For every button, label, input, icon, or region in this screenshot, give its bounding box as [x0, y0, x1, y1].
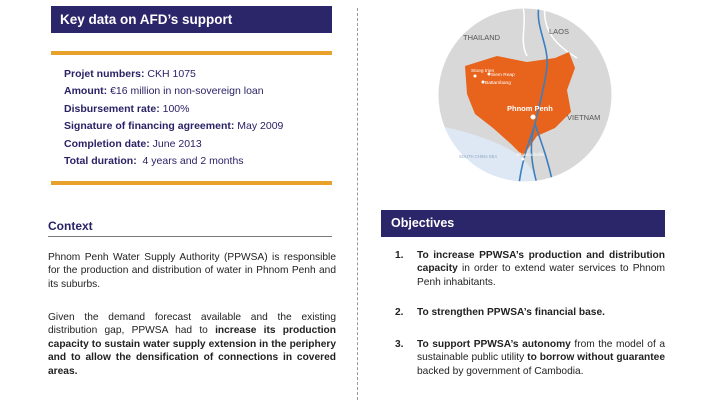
context-paragraph-2	[48, 311, 336, 378]
key-data-value: CKH 1075	[144, 68, 196, 80]
label-laos: LAOS	[549, 27, 570, 36]
objective-number: 1.	[395, 250, 404, 261]
objective-item	[395, 306, 665, 319]
key-data-row	[64, 83, 334, 100]
phnom-penh-marker	[530, 114, 536, 120]
objective-emphasis: To increase PPWSA’s production and distribution capacity	[417, 250, 665, 275]
context-paragraph-1: Phnom Penh Water Supply Authority (PPWSA) is responsible for the production and distribution of water in Phnom Penh and its suburbs.	[48, 252, 336, 290]
key-data-row	[64, 101, 334, 118]
key-data-label: Projet numbers:	[64, 68, 145, 80]
objective-detail: from the model of a sustainable public utility	[417, 339, 665, 364]
key-data-list	[64, 66, 334, 170]
key-data-row	[64, 66, 334, 83]
label-vietnam: VIETNAM	[567, 113, 601, 122]
objective-emphasis: To support PPWSA’s autonomy	[417, 339, 571, 350]
column-divider	[357, 8, 358, 400]
context-p2-emphasis: increase its production capacity to sustain water supply extension in the periphery and to allow the densification of connections in covered areas.	[48, 325, 336, 377]
objective-text	[417, 306, 665, 319]
label-sihanoukville: Sihanoukville	[516, 153, 545, 158]
key-data-label: Amount:	[64, 85, 108, 98]
key-data-value: €16 million in non-sovereign loan	[107, 85, 264, 98]
objective-emphasis-2: to borrow without guarantee	[527, 352, 666, 364]
objective-detail-2: backed by government of Cambodia.	[417, 365, 584, 377]
label-thailand: THAILAND	[463, 33, 501, 42]
key-data-value: June 2013	[149, 137, 202, 150]
objective-item	[395, 249, 665, 289]
objective-emphasis: To strengthen PPWSA’s financial base.	[417, 307, 605, 318]
city-marker	[474, 75, 477, 78]
key-data-row	[64, 153, 334, 170]
key-data-label: Signature of financing agreement:	[64, 120, 235, 133]
key-data-label: Disbursement rate:	[64, 102, 160, 115]
label-sea: SOUTH CHINA SEA	[459, 154, 498, 159]
cambodia-map	[427, 6, 623, 184]
key-data-value: 100%	[159, 102, 190, 115]
context-p2-text: Given the demand forecast available and the existing distribution gap, PPWSA had to	[48, 312, 336, 337]
key-data-row	[64, 118, 334, 135]
key-data-bottom-rule	[51, 181, 332, 185]
context-rule	[48, 236, 332, 237]
label-stoeung: Stoeg trien	[471, 69, 495, 74]
objective-number: 2.	[395, 307, 404, 318]
objective-number: 3.	[395, 339, 404, 350]
key-data-top-rule	[51, 51, 332, 55]
label-siem-reap: Siem Reap	[491, 73, 515, 78]
key-data-value: May 2009	[234, 120, 284, 133]
objective-item	[395, 338, 665, 378]
label-phnom-penh: Phnom Penh	[507, 104, 553, 113]
context-title: Context	[48, 219, 93, 233]
key-data-header: Key data on AFD’s support	[51, 6, 332, 33]
key-data-row	[64, 136, 334, 153]
key-data-value: 4 years and 2 months	[136, 154, 244, 167]
key-data-label: Completion date:	[64, 137, 150, 150]
objective-text	[417, 249, 665, 289]
objective-text	[417, 338, 665, 378]
key-data-label: Total duration:	[64, 154, 137, 167]
objective-detail: in order to extend water services to Phnom Penh inhabitants.	[417, 263, 665, 288]
label-battambang: Battambang	[485, 81, 511, 86]
objectives-header: Objectives	[381, 210, 665, 237]
